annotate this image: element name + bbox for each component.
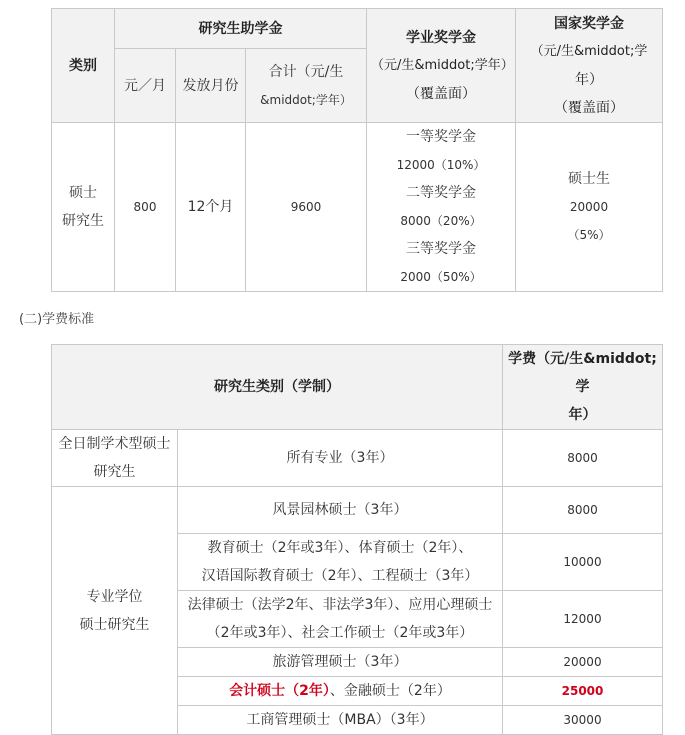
tuition-fee-header (503, 345, 663, 430)
national-scholarship-header (516, 9, 663, 123)
professional-category-line1: 专业学位 (86, 588, 143, 605)
academic-scholarship-cell (367, 123, 516, 292)
annual-total-cell: 9600 (246, 123, 367, 292)
annual-total-header (246, 49, 367, 123)
academic-header-unit: （元/生&middot;学年） (371, 57, 514, 73)
academic-line: 三等奖学金 (406, 241, 476, 257)
fulltime-category-line1: 全日制学术型硕士 (58, 436, 171, 452)
national-header-unit: （元/生&middot;学 (530, 43, 648, 59)
program-line2: 汉语国际教育硕士（2年）、工程硕士（3年） (201, 568, 479, 584)
national-scholarship-cell (516, 123, 663, 292)
annual-total-header-line1: 合计（元/生 (268, 63, 344, 80)
academic-line: 8000（20%） (400, 214, 482, 228)
fulltime-category-cell (52, 430, 178, 487)
academic-line: 12000（10%） (396, 158, 486, 172)
program-line2: （2年或3年）、社会工作硕士（2年或3年） (206, 625, 474, 641)
fee-cell: 8000 (503, 487, 663, 534)
months-header: 发放月份 (176, 49, 246, 123)
scholarship-table (51, 8, 663, 292)
national-line: （5%） (567, 228, 611, 242)
category-cell (52, 123, 115, 292)
annual-total-header-line2: &middot;学年） (260, 92, 352, 107)
tuition-fee-header-line2: 年） (568, 407, 597, 423)
fee-cell: 12000 (503, 591, 663, 648)
academic-header-coverage: （覆盖面） (406, 85, 476, 102)
fulltime-category-line2: 研究生 (93, 464, 136, 480)
national-header-unit-cont: 年） (575, 71, 603, 88)
program-type-header: 研究生类别（学制） (52, 345, 503, 430)
academic-line: 二等奖学金 (406, 185, 476, 201)
monthly-amount-header: 元／月 (115, 49, 176, 123)
professional-category-cell (52, 487, 178, 735)
national-line: 20000 (569, 200, 609, 214)
category-line1: 硕士 (69, 185, 97, 201)
national-header-coverage: （覆盖面） (554, 99, 624, 116)
professional-category-line2: 硕士研究生 (79, 616, 150, 633)
category-header: 类别 (52, 9, 115, 123)
program-cell: 工商管理硕士（MBA）（3年） (178, 706, 503, 735)
program-line1: 法律硕士（法学2年、非法学3年）、应用心理硕士 (187, 597, 493, 613)
tuition-table (51, 344, 663, 735)
months-cell: 12个月 (176, 123, 246, 292)
fulltime-program-cell: 所有专业（3年） (178, 430, 503, 487)
program-cell: 旅游管理硕士（3年） (178, 648, 503, 677)
program-cell (178, 591, 503, 648)
finance-master-text: 、金融硕士（2年） (329, 683, 451, 699)
category-line2: 研究生 (62, 213, 104, 229)
fee-cell: 10000 (503, 534, 663, 591)
national-header-title: 国家奖学金 (554, 15, 624, 32)
academic-line: 2000（50%） (400, 270, 482, 284)
fee-cell: 20000 (503, 648, 663, 677)
tuition-fee-header-line1: 学费（元/生&middot;学 (508, 351, 657, 395)
fee-cell: 30000 (503, 706, 663, 735)
program-cell-highlight (178, 677, 503, 706)
monthly-amount-cell: 800 (115, 123, 176, 292)
program-line1: 教育硕士（2年或3年）、体育硕士（2年）、 (207, 540, 473, 556)
program-cell: 风景园林硕士（3年） (178, 487, 503, 534)
assistantship-header: 研究生助学金 (115, 9, 367, 49)
fulltime-fee-cell: 8000 (503, 430, 663, 487)
accounting-master-highlight: 会计硕士（2年） (229, 683, 330, 699)
section-title: (二)学费标准 (19, 312, 95, 327)
national-line: 硕士生 (568, 171, 610, 187)
highlighted-fee-cell: 25000 (503, 677, 663, 706)
academic-line: 一等奖学金 (406, 129, 476, 145)
academic-header-title: 学业奖学金 (406, 29, 476, 46)
academic-scholarship-header (367, 9, 516, 123)
program-cell (178, 534, 503, 591)
